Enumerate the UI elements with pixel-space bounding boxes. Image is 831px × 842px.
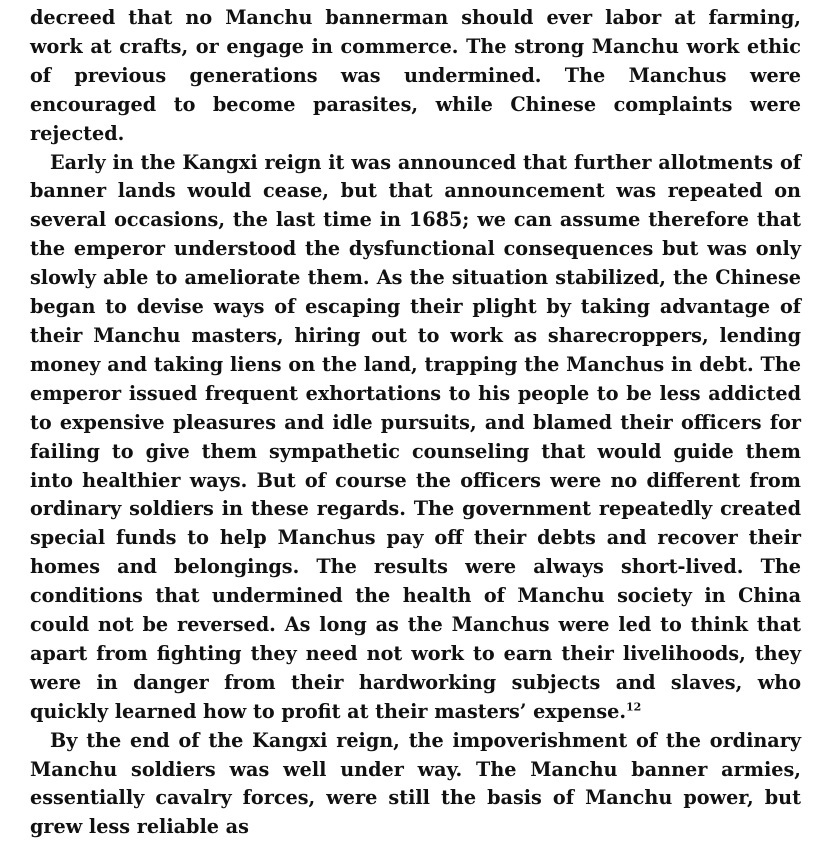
paragraph-3-text: By the end of the Kangxi reign, the impoverishment of the ordinary Manchu soldiers was well under way. The Manchu banner armies, essentially cavalry forces, were still the basis of Manchu power, but grew less reliable as (30, 728, 801, 839)
paragraph-2-text: Early in the Kangxi reign it was announced that further allotments of banner lands would cease, but that announcement was repeated on several occasions, the last time in 1685; we can assume therefore that the emperor understood the dysfunctional consequences but was only slowly able to ameliorate them. As the situation stabilized, the Chinese began to devise ways of escaping their plight by taking advantage of their Manchu masters, hiring out to work as sharecroppers, lending money and taking liens on the land, trapping the Manchus in debt. The emperor issued frequent exhortations to his people to be less addicted to expensive pleasures and idle pursuits, and blamed their officers for failing to give them sympathetic counseling that would guide them into healthier ways. But of course the officers were no different from ordinary soldiers in these regards. The government repeatedly created special funds to help Manchus pay off their debts and recover their homes and belongings. The results were always short-lived. The conditions that undermined the health of Manchu society in China could not be reversed. As long as the Manchus were led to think that apart from fighting they need not work to earn their livelihoods, they were in danger from their hardworking subjects and slaves, who quickly learned how to profit at their masters’ expense. (30, 150, 801, 723)
paragraph-1 (30, 4, 801, 149)
book-page-text (30, 4, 801, 842)
paragraph-2 (30, 149, 801, 727)
footnote-reference[interactable]: 12 (626, 700, 642, 714)
paragraph-3 (30, 727, 801, 842)
paragraph-1-text: decreed that no Manchu bannerman should ever labor at farming, work at crafts, or engage in commerce. The strong Manchu work ethic of previous generations was undermined. The Manchus were encouraged to become parasites, while Chinese complaints were rejected. (30, 6, 801, 145)
